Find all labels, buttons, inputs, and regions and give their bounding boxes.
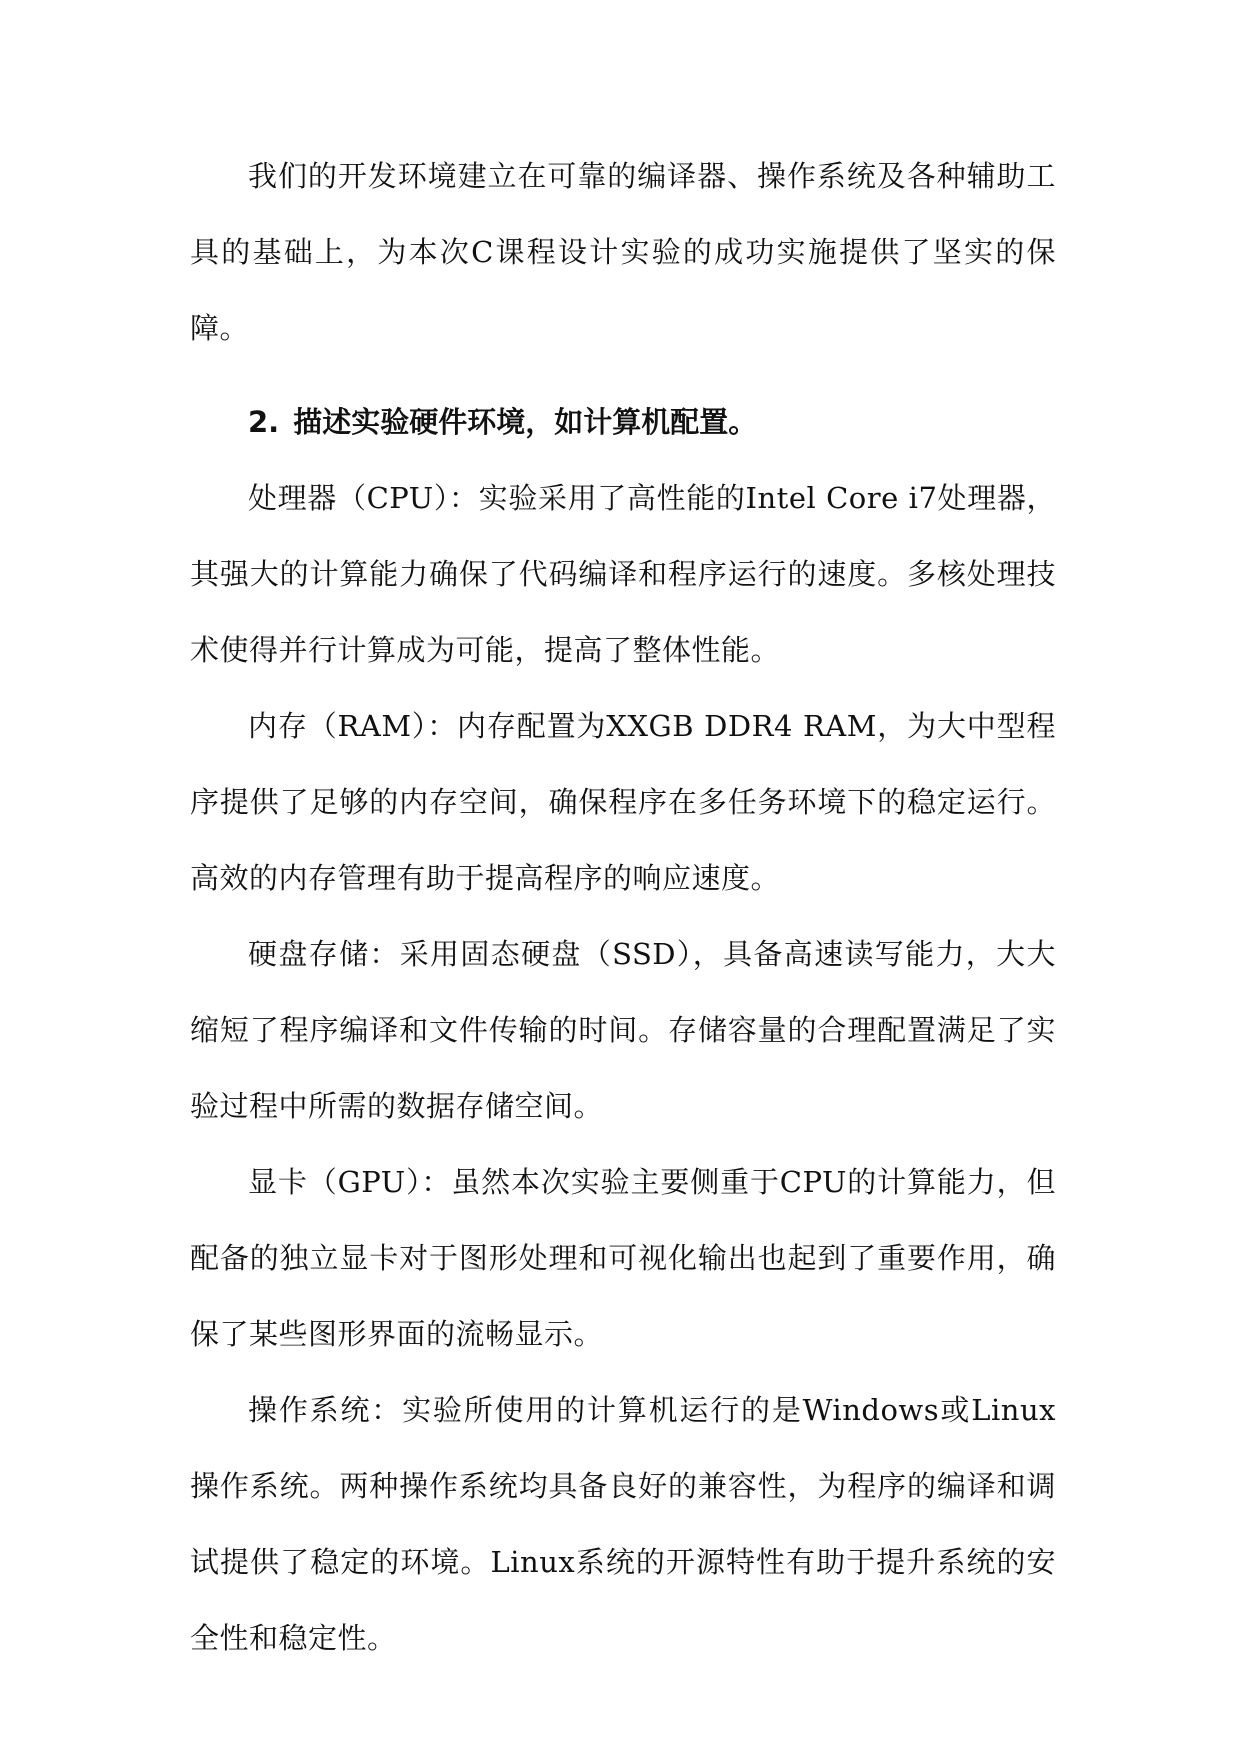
section-heading xyxy=(190,384,1056,460)
paragraph-os: 操作系统：实验所使用的计算机运行的是Windows或Linux操作系统。两种操作系统均具备良好的兼容性，为程序的编译和调试提供了稳定的环境。Linux系统的开源特性有助于提升系统的安全性和稳定性。 xyxy=(190,1393,1056,1655)
document-body xyxy=(190,138,1056,1676)
section-number: 2. xyxy=(248,405,280,439)
paragraph-cpu: 处理器（CPU）：实验采用了高性能的Intel Core i7处理器，其强大的计算能力确保了代码编译和程序运行的速度。多核处理技术使得并行计算成为可能，提高了整体性能。 xyxy=(190,481,1056,667)
paragraph-ram: 内存（RAM）：内存配置为XXGB DDR4 RAM，为大中型程序提供了足够的内存空间，确保程序在多任务环境下的稳定运行。高效的内存管理有助于提高程序的响应速度。 xyxy=(190,709,1056,895)
paragraph-gpu: 显卡（GPU）：虽然本次实验主要侧重于CPU的计算能力，但配备的独立显卡对于图形处理和可视化输出也起到了重要作用，确保了某些图形界面的流畅显示。 xyxy=(190,1165,1056,1351)
paragraph-storage: 硬盘存储：采用固态硬盘（SSD），具备高速读写能力，大大缩短了程序编译和文件传输的时间。存储容量的合理配置满足了实验过程中所需的数据存储空间。 xyxy=(190,937,1056,1123)
intro-paragraph: 我们的开发环境建立在可靠的编译器、操作系统及各种辅助工具的基础上，为本次C课程设计实验的成功实施提供了坚实的保障。 xyxy=(190,159,1056,345)
section-title: 描述实验硬件环境，如计算机配置。 xyxy=(293,405,758,439)
